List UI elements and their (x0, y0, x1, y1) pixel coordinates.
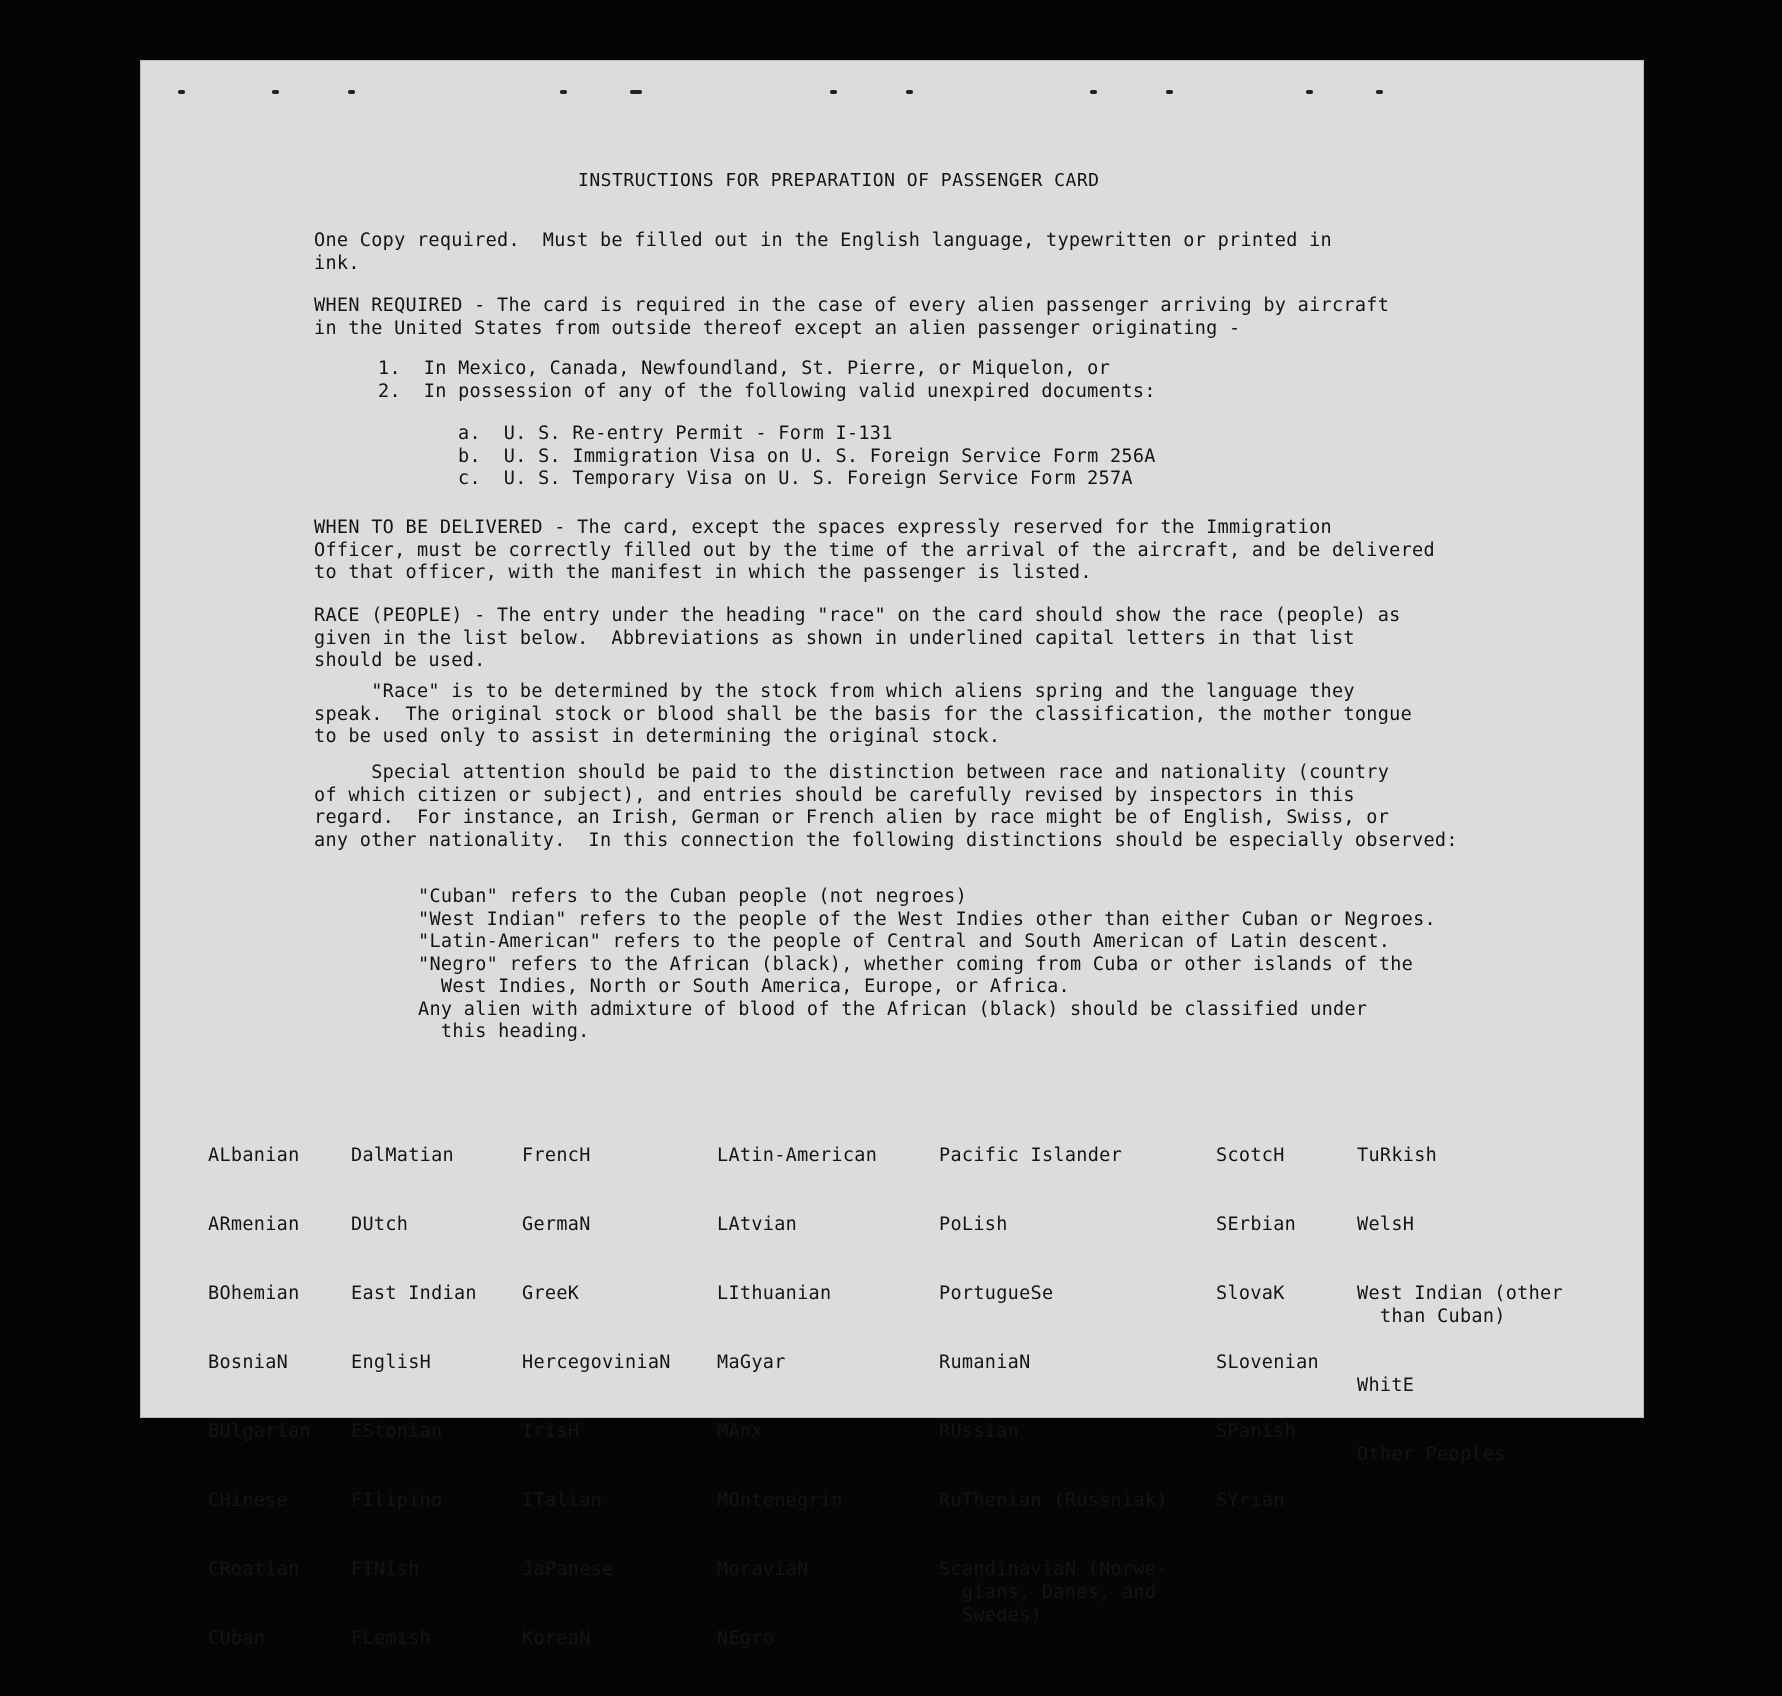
race-entry: SlovaK (1216, 1283, 1285, 1304)
speck (630, 90, 642, 94)
speck (1376, 90, 1383, 94)
race-entry: PoLish (939, 1214, 1008, 1235)
race-entry: TuRkish (1357, 1145, 1438, 1166)
conditions-list: 1. In Mexico, Canada, Newfoundland, St. Pierre, or Miquelon, or 2. In possession of any of the following valid unexpired documents: (378, 358, 1156, 402)
speck (906, 90, 913, 94)
when-delivered-paragraph: WHEN TO BE DELIVERED - The card, except the spaces expressly reserved for the Immigration Officer, must be correctly filled out by the time of the arrival of the aircraft, and be delivered to that officer, with the manifest in which the passenger is listed. (314, 517, 1435, 583)
race-entry: FINish (351, 1559, 420, 1580)
race-column (939, 1098, 1168, 1673)
race-entry: WelsH (1357, 1214, 1415, 1235)
intro-paragraph: One Copy required. Must be filled out in the English language, typewritten or printed in ink. (314, 230, 1332, 274)
when-required-paragraph: WHEN REQUIRED - The card is required in the case of every alien passenger arriving by aircraft in the United States from outside thereof except an alien passenger originating - (314, 295, 1390, 339)
race-entry: GermaN (522, 1214, 591, 1235)
race-entry: MaGyar (717, 1352, 786, 1373)
race-entry: CRoatian (208, 1559, 300, 1580)
race-entry: BosniaN (208, 1352, 289, 1373)
race-entry: FrencH (522, 1145, 591, 1166)
speck (1090, 90, 1097, 94)
race-entry: DUtch (351, 1214, 409, 1235)
speck (1306, 90, 1313, 94)
race-entry: RuThenian (Russniak) (939, 1490, 1168, 1511)
scan-specks (140, 90, 1644, 110)
distinctions-list: "Cuban" refers to the Cuban people (not negroes) "West Indian" refers to the people of the West Indies other than either Cuban or Negroes. "Latin-American" refers to the people of Central and South American of Latin descent. "Negro" refers to the African (black), whether coming from Cuba or other islands of the West Indies, North or South America, Europe, or Africa. Any alien with admixture of blood of the African (black) should be classified under this heading. (418, 886, 1436, 1042)
race-entry: NEgro (717, 1628, 775, 1649)
special-attention-paragraph: Special attention should be paid to the distinction between race and nationality (country of which citizen or subject), and entries should be carefully revised by inspectors in this regard. For instance, an Irish, German or French alien by race might be of English, Swiss, or any other nationality. In this connection the following distinctions should be especially observed: (314, 762, 1458, 851)
race-entry: WhitE (1357, 1375, 1415, 1396)
race-column (351, 1098, 477, 1696)
race-entry: East Indian (351, 1283, 477, 1304)
race-entry: PortugueSe (939, 1283, 1054, 1304)
speck (1166, 90, 1173, 94)
race-entry: MAnx (717, 1421, 763, 1442)
race-entry: ITalian (522, 1490, 603, 1511)
race-column (717, 1098, 877, 1696)
race-definition-paragraph: "Race" is to be determined by the stock from which aliens spring and the language they speak. The original stock or blood shall be the basis for the classification, the mother tongue to be used only to assist in determining the original stock. (314, 681, 1413, 747)
race-column (1216, 1098, 1319, 1558)
race-entry: ARmenian (208, 1214, 300, 1235)
race-entry: KoreaN (522, 1628, 591, 1649)
race-entry: SYrian (1216, 1490, 1285, 1511)
race-entry: MOntenegrin (717, 1490, 843, 1511)
race-entry: SErbian (1216, 1214, 1297, 1235)
race-entry: West Indian (other than Cuban) (1357, 1283, 1563, 1327)
race-entry: ALbanian (208, 1145, 300, 1166)
speck (178, 90, 185, 94)
race-entry: RUssian (939, 1421, 1020, 1442)
race-entry: JaPanese (522, 1559, 614, 1580)
race-heading-paragraph: RACE (PEOPLE) - The entry under the heading "race" on the card should show the race (people) as given in the list below. Abbreviations as shown in underlined capital letters in that list should be used. (314, 605, 1401, 671)
documents-list: a. U. S. Re-entry Permit - Form I-131 b. U. S. Immigration Visa on U. S. Foreign Service Form 256A c. U. S. Temporary Visa on U. S. Foreign Service Form 257A (458, 423, 1156, 489)
race-entry: EStonian (351, 1421, 443, 1442)
race-entry: HercegoviniaN (522, 1352, 671, 1373)
race-entry: DalMatian (351, 1145, 454, 1166)
race-entry: GreeK (522, 1283, 580, 1304)
race-column (522, 1098, 671, 1696)
speck (272, 90, 279, 94)
race-entry: EnglisH (351, 1352, 432, 1373)
race-entry: FLemish (351, 1628, 432, 1649)
race-column (1357, 1098, 1563, 1512)
speck (560, 90, 567, 94)
race-entry: SLovenian (1216, 1352, 1319, 1373)
race-entry: CUban (208, 1628, 266, 1649)
race-entry: RumaniaN (939, 1352, 1031, 1373)
race-entry: Other Peoples (1357, 1444, 1506, 1465)
race-entry: LIthuanian (717, 1283, 832, 1304)
race-entry: BUlgarian (208, 1421, 311, 1442)
speck (348, 90, 355, 94)
race-entry: ScandinaviaN (Norwe- gians, Danes, and Swedes) (939, 1559, 1168, 1626)
race-entry: LAtin-American (717, 1145, 878, 1166)
race-entry: IrisH (522, 1421, 580, 1442)
race-entry: BOhemian (208, 1283, 300, 1304)
document-page (140, 60, 1644, 1649)
race-entry: LAtvian (717, 1214, 798, 1235)
race-entry: CHinese (208, 1490, 289, 1511)
race-entry: MoraviaN (717, 1559, 809, 1580)
race-entry: Pacific Islander (939, 1145, 1123, 1166)
race-entry: ScotcH (1216, 1145, 1285, 1166)
page-title: INSTRUCTIONS FOR PREPARATION OF PASSENGER CARD (578, 170, 1100, 191)
race-entry: SPanish (1216, 1421, 1297, 1442)
race-column (208, 1098, 311, 1696)
race-entry: FIlipino (351, 1490, 443, 1511)
speck (830, 90, 837, 94)
